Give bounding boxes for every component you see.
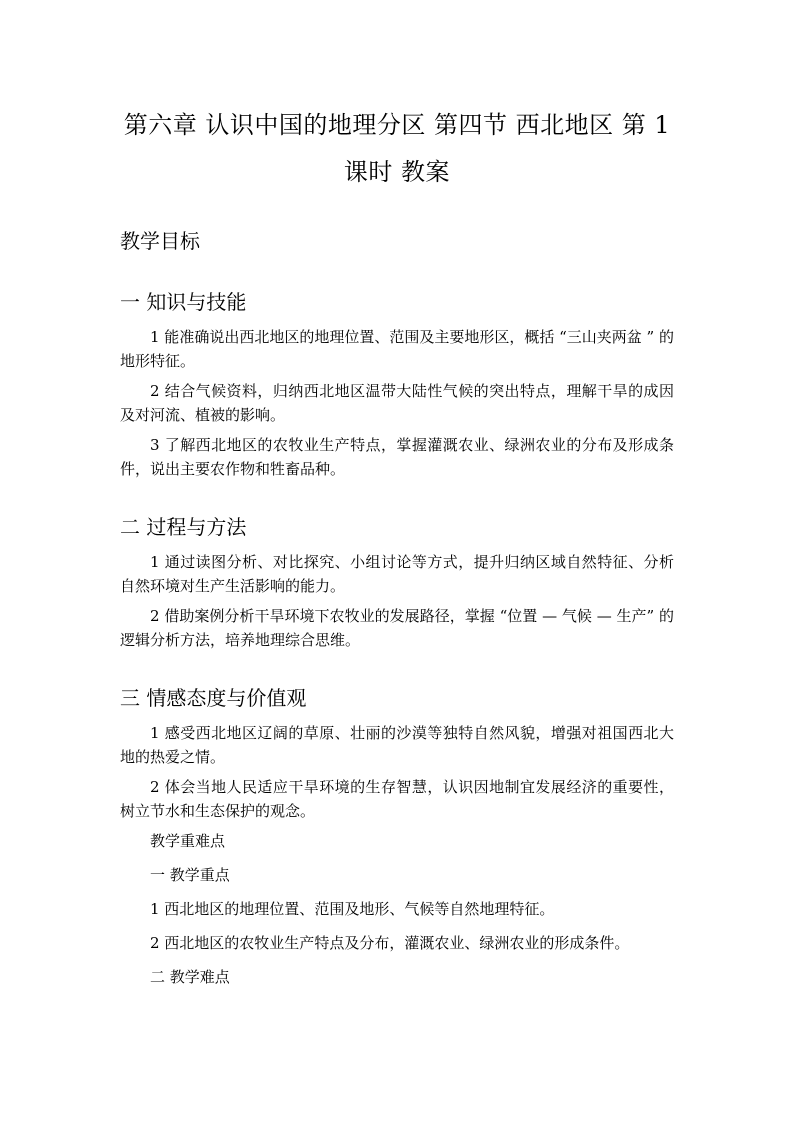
difficult-points-heading: 二 教学难点	[150, 968, 230, 986]
paragraph: 1 感受西北地区辽阔的草原、壮丽的沙漠等独特自然风貌，增强对祖国西北大地的热爱之情。	[120, 724, 674, 766]
paragraph: 3 了解西北地区的农牧业生产特点，掌握灌溉农业、绿洲农业的分布及形成条件，说出主要农作物和牲畜品种。	[120, 436, 674, 478]
document-title	[120, 102, 674, 196]
key-point-item: 1 西北地区的地理位置、范围及地形、气候等自然地理特征。	[150, 900, 555, 918]
paragraph: 2 借助案例分析干旱环境下农牧业的发展路径，掌握 “位置 — 气候 — 生产” 的逻辑分析方法，培养地理综合思维。	[120, 607, 674, 649]
paragraph: 2 结合气候资料，归纳西北地区温带大陆性气候的突出特点，理解干旱的成因及对河流、植被的影响。	[120, 382, 674, 424]
section-process-heading: 二 过程与方法	[120, 515, 247, 539]
section-knowledge-heading: 一 知识与技能	[120, 290, 247, 314]
title-line-2: 课时 教案	[343, 158, 451, 186]
goals-heading: 教学目标	[120, 229, 200, 253]
title-line-1: 第六章 认识中国的地理分区 第四节 西北地区 第 1	[123, 111, 671, 139]
section-values-heading: 三 情感态度与价值观	[120, 686, 307, 710]
paragraph: 1 通过读图分析、对比探究、小组讨论等方式，提升归纳区域自然特征、分析自然环境对生产生活影响的能力。	[120, 553, 674, 595]
difficulties-heading: 教学重难点	[150, 832, 226, 850]
key-point-item: 2 西北地区的农牧业生产特点及分布，灌溉农业、绿洲农业的形成条件。	[150, 934, 630, 952]
key-points-heading: 一 教学重点	[150, 866, 230, 884]
paragraph: 2 体会当地人民适应干旱环境的生存智慧，认识因地制宜发展经济的重要性，树立节水和生态保护的观念。	[120, 778, 674, 820]
paragraph: 1 能准确说出西北地区的地理位置、范围及主要地形区，概括 “三山夹两盆 ” 的地形特征。	[120, 328, 674, 370]
